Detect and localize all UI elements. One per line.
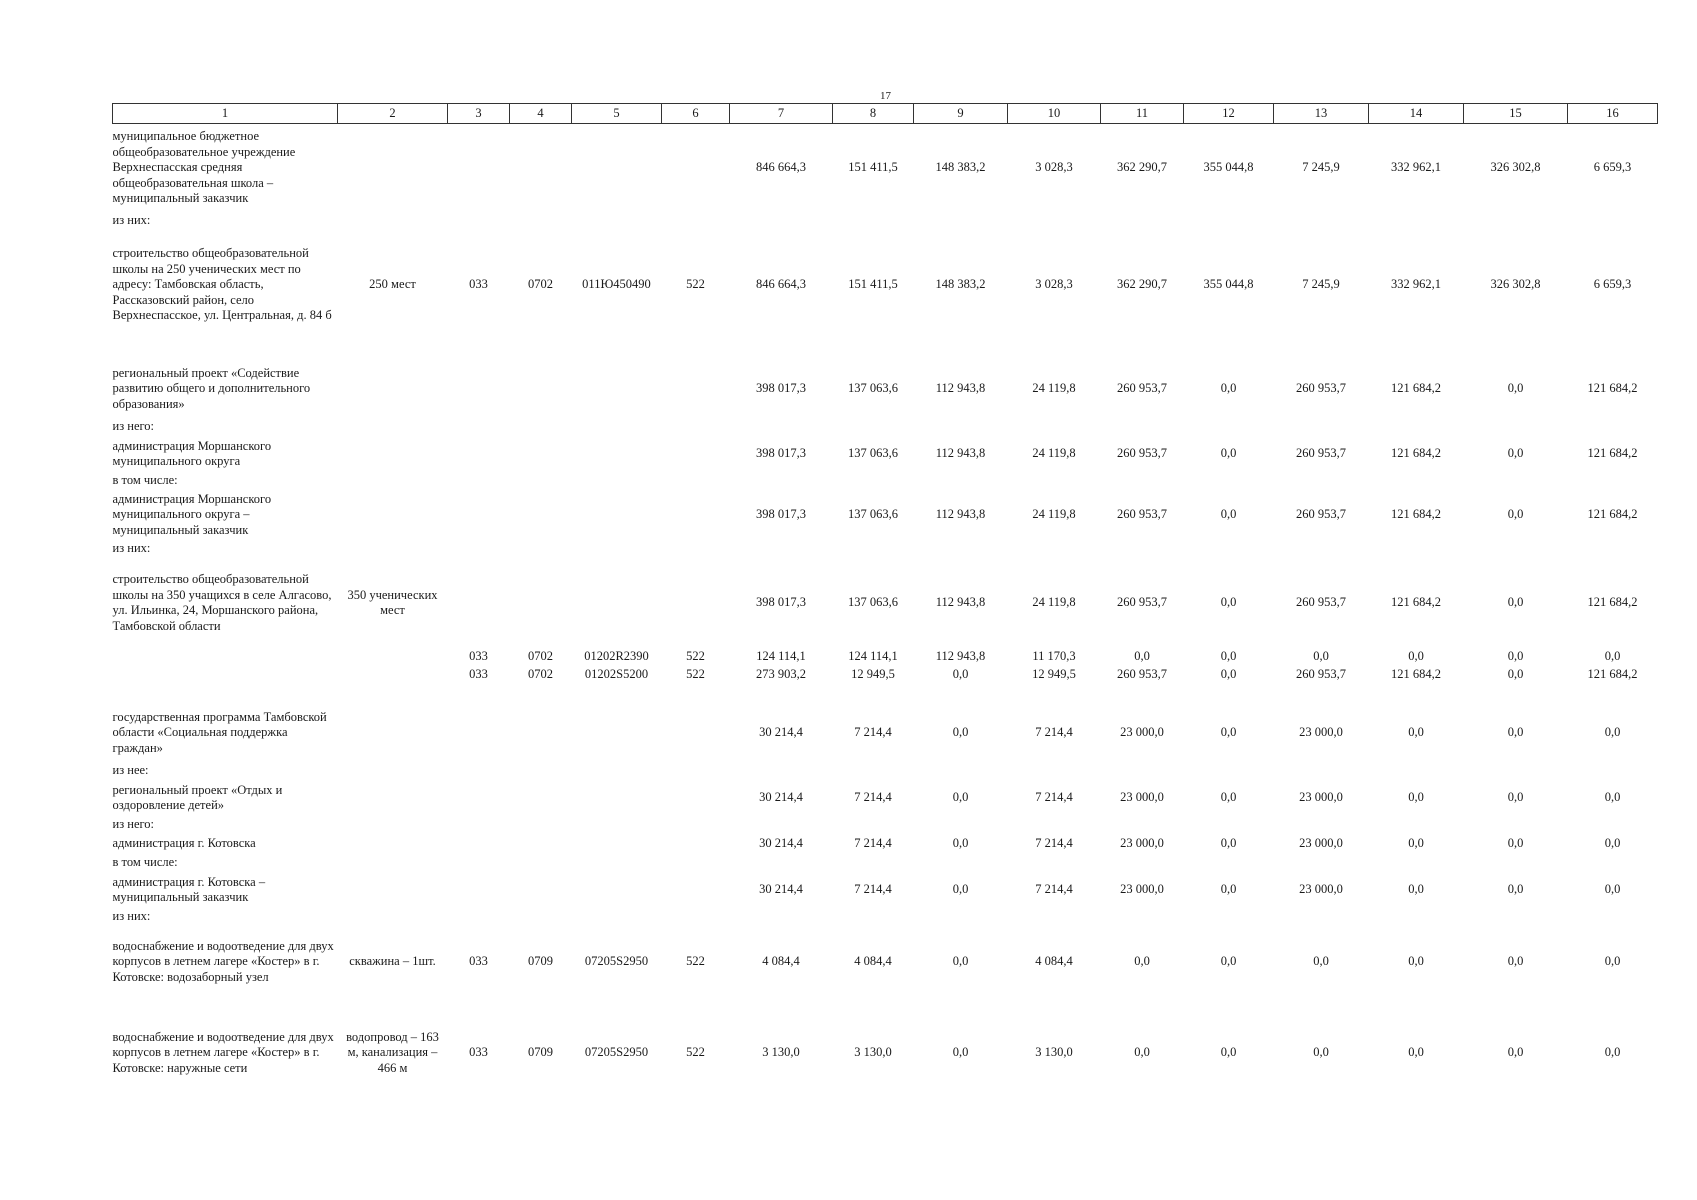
- row-value-col-7: 398 017,3: [756, 595, 806, 610]
- row-name: государственная программа Тамбовской области «Социальная поддержка граждан»: [112, 709, 327, 755]
- row-expense-code: [662, 780, 730, 816]
- row-target-code: 01202S5200: [584, 667, 649, 682]
- row-target-code: [572, 834, 662, 854]
- row-value-col-11: 0,0: [1134, 649, 1150, 664]
- row-value-col-13: 260 953,7: [1296, 507, 1346, 522]
- row-value-col-7: 273 903,2: [756, 667, 806, 682]
- subheading-row: [113, 762, 1658, 780]
- row-name: [113, 648, 338, 666]
- row-value-col-16: 121 684,2: [1587, 595, 1638, 610]
- row-value-col-13: 23 000,0: [1299, 836, 1343, 851]
- row-target-code: 011Ю450490: [582, 277, 651, 292]
- row-value-col-14: 121 684,2: [1391, 381, 1441, 396]
- row-value-col-15: 0,0: [1507, 725, 1524, 740]
- row-capacity: скважина – 1шт.: [349, 954, 436, 969]
- row-value-col-16: 6 659,3: [1593, 277, 1632, 292]
- row-value-col-14: 121 684,2: [1391, 667, 1441, 682]
- spacer-row: [113, 998, 1658, 1018]
- row-value-col-8: 137 063,6: [848, 595, 898, 610]
- row-section-code: [510, 436, 572, 472]
- row-target-code: [572, 436, 662, 472]
- row-value-col-7: 398 017,3: [756, 381, 806, 396]
- page-number: 17: [880, 90, 891, 102]
- row-section-code: [510, 558, 572, 648]
- row-expense-code: 522: [686, 649, 705, 664]
- row-value-col-12: 0,0: [1220, 954, 1237, 969]
- row-section-code: [510, 704, 572, 762]
- row-expense-code: [662, 490, 730, 540]
- table-row: [113, 780, 1658, 816]
- row-value-col-11: 260 953,7: [1117, 667, 1167, 682]
- row-target-code: [572, 704, 662, 762]
- row-expense-code: [662, 360, 730, 418]
- row-value-col-7: 30 214,4: [759, 790, 803, 805]
- row-value-col-8: 151 411,5: [848, 160, 898, 175]
- row-value-col-13: 260 953,7: [1296, 381, 1346, 396]
- row-value-col-9: 0,0: [952, 954, 969, 969]
- row-value-col-13: 260 953,7: [1296, 595, 1346, 610]
- subheading-row: [113, 212, 1658, 230]
- row-value-col-10: 3 028,3: [1035, 160, 1073, 175]
- row-value-col-10: 24 119,8: [1032, 446, 1076, 461]
- row-value-col-7: 846 664,3: [756, 277, 806, 292]
- row-capacity: водопровод – 163 м, канализация – 466 м: [346, 1029, 439, 1075]
- row-value-col-16: 0,0: [1604, 725, 1621, 740]
- row-value-col-7: 30 214,4: [759, 725, 803, 740]
- header-col-10: 10: [1008, 104, 1101, 124]
- row-section-code: [510, 834, 572, 854]
- row-value-col-10: 24 119,8: [1032, 595, 1076, 610]
- row-value-col-15: 326 302,8: [1490, 160, 1541, 175]
- table-row: [113, 360, 1658, 418]
- row-value-col-10: 7 214,4: [1035, 790, 1073, 805]
- row-value-col-16: 0,0: [1604, 836, 1621, 851]
- row-gov-code: [448, 834, 510, 854]
- table-header: [113, 104, 1658, 124]
- row-capacity: [338, 490, 448, 540]
- row-value-col-11: 0,0: [1134, 1045, 1150, 1060]
- row-value-col-12: 0,0: [1220, 725, 1237, 740]
- row-value-col-9: 0,0: [952, 1045, 969, 1060]
- row-value-col-13: 0,0: [1313, 1045, 1329, 1060]
- row-value-col-12: 0,0: [1220, 507, 1237, 522]
- row-value-col-15: 0,0: [1507, 667, 1524, 682]
- row-value-col-11: 23 000,0: [1120, 836, 1164, 851]
- row-value-col-15: 0,0: [1507, 882, 1524, 897]
- row-value-col-9: 112 943,8: [935, 595, 986, 610]
- row-value-col-7: 398 017,3: [756, 507, 806, 522]
- row-gov-code: 033: [469, 277, 488, 292]
- row-value-col-8: 12 949,5: [851, 667, 895, 682]
- row-value-col-12: 0,0: [1220, 790, 1237, 805]
- row-name: администрация Моршанского муниципального округа: [112, 438, 272, 468]
- row-value-col-16: 6 659,3: [1593, 160, 1632, 175]
- row-value-col-13: 23 000,0: [1299, 790, 1343, 805]
- row-value-col-8: 124 114,1: [848, 649, 898, 664]
- row-value-col-11: 23 000,0: [1120, 725, 1164, 740]
- row-value-col-7: 30 214,4: [759, 882, 803, 897]
- row-name: водоснабжение и водоотведение для двух корпусов в летнем лагере «Костер» в г. Котовске: наружные сети: [112, 1029, 334, 1075]
- row-value-col-8: 7 214,4: [854, 882, 892, 897]
- row-value-col-8: 7 214,4: [854, 836, 892, 851]
- row-target-code: 07205S2950: [584, 1045, 649, 1060]
- row-gov-code: [448, 490, 510, 540]
- row-value-col-7: 4 084,4: [762, 954, 800, 969]
- row-section-code: [510, 124, 572, 213]
- row-value-col-13: 23 000,0: [1299, 882, 1343, 897]
- row-value-col-11: 0,0: [1134, 954, 1150, 969]
- row-value-col-9: 0,0: [952, 882, 969, 897]
- row-expense-code: [662, 872, 730, 908]
- subheading-label: из них:: [112, 541, 151, 556]
- row-value-col-10: 3 028,3: [1035, 277, 1073, 292]
- row-value-col-12: 0,0: [1220, 446, 1237, 461]
- row-value-col-9: 0,0: [952, 667, 969, 682]
- subheading-row: [113, 908, 1658, 926]
- header-col-7: 7: [730, 104, 833, 124]
- header-row: [113, 104, 1658, 124]
- subheading-row: [113, 540, 1658, 558]
- row-value-col-9: 112 943,8: [935, 446, 986, 461]
- row-value-col-8: 3 130,0: [854, 1045, 892, 1060]
- row-value-col-16: 0,0: [1604, 790, 1621, 805]
- row-value-col-13: 260 953,7: [1296, 446, 1346, 461]
- row-value-col-9: 112 943,8: [935, 507, 986, 522]
- row-value-col-12: 355 044,8: [1203, 277, 1254, 292]
- row-value-col-15: 0,0: [1507, 790, 1524, 805]
- row-target-code: [572, 124, 662, 213]
- row-value-col-11: 362 290,7: [1117, 160, 1167, 175]
- spacer-cell: [113, 340, 1658, 360]
- row-value-col-15: 0,0: [1507, 954, 1524, 969]
- row-value-col-16: 121 684,2: [1587, 381, 1638, 396]
- row-value-col-14: 0,0: [1408, 882, 1424, 897]
- row-value-col-12: 0,0: [1220, 649, 1237, 664]
- row-value-col-15: 0,0: [1507, 507, 1524, 522]
- subheading-row: [113, 472, 1658, 490]
- row-value-col-7: 846 664,3: [756, 160, 806, 175]
- row-gov-code: 033: [469, 954, 488, 969]
- row-section-code: 0702: [528, 277, 553, 292]
- spacer-row: [113, 684, 1658, 704]
- header-col-16: 16: [1568, 104, 1658, 124]
- row-target-code: 07205S2950: [584, 954, 649, 969]
- header-col-11: 11: [1101, 104, 1184, 124]
- row-value-col-15: 0,0: [1507, 595, 1524, 610]
- row-expense-code: 522: [686, 277, 705, 292]
- table-row: [113, 558, 1658, 648]
- row-value-col-13: 0,0: [1313, 649, 1329, 664]
- row-value-col-15: 0,0: [1507, 649, 1524, 664]
- row-value-col-9: 0,0: [952, 725, 969, 740]
- row-gov-code: 033: [469, 667, 488, 682]
- header-col-5: 5: [572, 104, 662, 124]
- row-expense-code: [662, 704, 730, 762]
- row-value-col-8: 7 214,4: [854, 725, 892, 740]
- subheading-label: из него:: [112, 419, 155, 434]
- row-section-code: [510, 360, 572, 418]
- row-value-col-14: 332 962,1: [1391, 277, 1441, 292]
- row-target-code: [572, 780, 662, 816]
- row-value-col-10: 7 214,4: [1035, 882, 1073, 897]
- row-capacity: 250 мест: [369, 277, 416, 292]
- header-col-6: 6: [662, 104, 730, 124]
- row-capacity: [338, 648, 448, 666]
- subheading-label: из них:: [112, 909, 151, 924]
- row-value-col-15: 326 302,8: [1490, 277, 1541, 292]
- row-value-col-11: 260 953,7: [1117, 381, 1167, 396]
- row-value-col-8: 7 214,4: [854, 790, 892, 805]
- table-row: [113, 704, 1658, 762]
- row-value-col-12: 355 044,8: [1203, 160, 1254, 175]
- row-capacity: [338, 834, 448, 854]
- subheading-label: из них:: [112, 213, 151, 228]
- row-capacity: [338, 872, 448, 908]
- row-value-col-10: 12 949,5: [1032, 667, 1076, 682]
- row-value-col-7: 3 130,0: [762, 1045, 800, 1060]
- row-gov-code: 033: [469, 649, 488, 664]
- row-value-col-10: 3 130,0: [1035, 1045, 1073, 1060]
- row-value-col-11: 260 953,7: [1117, 446, 1167, 461]
- row-name: администрация г. Котовска – муниципальный заказчик: [112, 874, 266, 904]
- row-value-col-14: 121 684,2: [1391, 446, 1441, 461]
- header-col-2: 2: [338, 104, 448, 124]
- row-value-col-9: 0,0: [952, 836, 969, 851]
- row-gov-code: [448, 780, 510, 816]
- row-value-col-8: 137 063,6: [848, 507, 898, 522]
- row-name: строительство общеобразовательной школы на 250 ученических мест по адресу: Тамбовская область, Рассказовский район, село Верхнеспасское, ул. Центральная, д. 84 б: [112, 246, 332, 323]
- row-value-col-13: 23 000,0: [1299, 725, 1343, 740]
- row-expense-code: [662, 124, 730, 213]
- row-value-col-14: 0,0: [1408, 790, 1424, 805]
- row-value-col-14: 0,0: [1408, 1045, 1424, 1060]
- row-name: региональный проект «Содействие развитию общего и дополнительного образования»: [112, 365, 311, 411]
- subheading-label: в том числе:: [112, 473, 178, 488]
- row-value-col-14: 0,0: [1408, 649, 1424, 664]
- row-value-col-11: 260 953,7: [1117, 507, 1167, 522]
- row-value-col-16: 0,0: [1604, 882, 1621, 897]
- subheading-label: в том числе:: [112, 855, 178, 870]
- row-value-col-11: 362 290,7: [1117, 277, 1167, 292]
- row-target-code: [572, 872, 662, 908]
- row-gov-code: [448, 872, 510, 908]
- spacer-row: [113, 340, 1658, 360]
- table-row: [113, 436, 1658, 472]
- row-value-col-12: 0,0: [1220, 1045, 1237, 1060]
- row-name: администрация г. Котовска: [112, 836, 256, 851]
- row-value-col-12: 0,0: [1220, 836, 1237, 851]
- row-name: муниципальное бюджетное общеобразовательное учреждение Верхнеспасская средняя общеобразовательная школа – муниципальный заказчик: [112, 129, 296, 206]
- row-gov-code: [448, 704, 510, 762]
- row-name: [113, 666, 338, 684]
- subheading-label: из него:: [112, 817, 155, 832]
- row-value-col-10: 11 170,3: [1032, 649, 1076, 664]
- table-row: [113, 872, 1658, 908]
- row-expense-code: [662, 558, 730, 648]
- row-section-code: 0702: [528, 667, 553, 682]
- row-capacity: [338, 124, 448, 213]
- spacer-cell: [113, 684, 1658, 704]
- table-body: [113, 124, 1658, 1089]
- row-section-code: 0702: [528, 649, 553, 664]
- header-col-4: 4: [510, 104, 572, 124]
- row-value-col-16: 121 684,2: [1587, 446, 1638, 461]
- row-value-col-8: 151 411,5: [848, 277, 898, 292]
- table-row: [113, 230, 1658, 340]
- table-row: [113, 666, 1658, 684]
- row-value-col-9: 112 943,8: [935, 381, 986, 396]
- row-capacity: 350 ученических мест: [347, 587, 438, 617]
- row-value-col-16: 121 684,2: [1587, 507, 1638, 522]
- row-target-code: [572, 360, 662, 418]
- row-capacity: [338, 666, 448, 684]
- row-expense-code: 522: [686, 667, 705, 682]
- row-name: строительство общеобразовательной школы на 350 учащихся в селе Алгасово, ул. Ильинка, 24, Моршанского района, Тамбовской области: [112, 572, 332, 633]
- header-col-1: 1: [113, 104, 338, 124]
- row-value-col-12: 0,0: [1220, 381, 1237, 396]
- row-name: региональный проект «Отдых и оздоровление детей»: [112, 782, 283, 812]
- row-value-col-15: 0,0: [1507, 381, 1524, 396]
- row-section-code: 0709: [528, 1045, 553, 1060]
- row-expense-code: [662, 436, 730, 472]
- row-value-col-7: 398 017,3: [756, 446, 806, 461]
- row-value-col-11: 260 953,7: [1117, 595, 1167, 610]
- row-value-col-14: 332 962,1: [1391, 160, 1441, 175]
- row-value-col-10: 7 214,4: [1035, 725, 1073, 740]
- row-value-col-9: 112 943,8: [935, 649, 986, 664]
- row-target-code: [572, 490, 662, 540]
- row-value-col-14: 0,0: [1408, 725, 1424, 740]
- row-value-col-10: 24 119,8: [1032, 381, 1076, 396]
- table-row: [113, 1018, 1658, 1088]
- row-value-col-16: 121 684,2: [1587, 667, 1638, 682]
- row-value-col-14: 0,0: [1408, 836, 1424, 851]
- row-value-col-12: 0,0: [1220, 667, 1237, 682]
- row-section-code: [510, 780, 572, 816]
- row-value-col-8: 137 063,6: [848, 381, 898, 396]
- row-value-col-13: 7 245,9: [1302, 160, 1340, 175]
- row-value-col-16: 0,0: [1604, 649, 1621, 664]
- row-name: администрация Моршанского муниципального округа – муниципальный заказчик: [112, 491, 272, 537]
- row-target-code: 01202R2390: [584, 649, 649, 664]
- table-row: [113, 834, 1658, 854]
- row-value-col-9: 148 383,2: [935, 277, 986, 292]
- row-value-col-13: 260 953,7: [1296, 667, 1346, 682]
- header-col-13: 13: [1274, 104, 1369, 124]
- row-value-col-9: 148 383,2: [935, 160, 986, 175]
- row-expense-code: [662, 834, 730, 854]
- row-gov-code: [448, 124, 510, 213]
- table-row: [113, 490, 1658, 540]
- row-gov-code: [448, 360, 510, 418]
- row-capacity: [338, 704, 448, 762]
- subheading-label: из нее:: [112, 763, 149, 778]
- subheading-row: [113, 816, 1658, 834]
- row-value-col-7: 30 214,4: [759, 836, 803, 851]
- row-value-col-12: 0,0: [1220, 882, 1237, 897]
- table-row: [113, 926, 1658, 998]
- row-value-col-11: 23 000,0: [1120, 882, 1164, 897]
- row-value-col-14: 121 684,2: [1391, 595, 1441, 610]
- spacer-cell: [113, 998, 1658, 1018]
- row-gov-code: [448, 558, 510, 648]
- row-value-col-16: 0,0: [1604, 1045, 1621, 1060]
- row-target-code: [572, 558, 662, 648]
- subheading-row: [113, 854, 1658, 872]
- table-row: [113, 124, 1658, 213]
- row-value-col-8: 137 063,6: [848, 446, 898, 461]
- row-value-col-13: 0,0: [1313, 954, 1329, 969]
- row-value-col-13: 7 245,9: [1302, 277, 1340, 292]
- row-name: водоснабжение и водоотведение для двух корпусов в летнем лагере «Костер» в г. Котовске: водозаборный узел: [112, 938, 334, 984]
- row-capacity: [338, 436, 448, 472]
- row-value-col-12: 0,0: [1220, 595, 1237, 610]
- row-value-col-8: 4 084,4: [854, 954, 892, 969]
- row-capacity: [338, 780, 448, 816]
- row-value-col-11: 23 000,0: [1120, 790, 1164, 805]
- row-value-col-7: 124 114,1: [756, 649, 806, 664]
- row-expense-code: 522: [686, 954, 705, 969]
- row-value-col-10: 24 119,8: [1032, 507, 1076, 522]
- row-value-col-15: 0,0: [1507, 1045, 1524, 1060]
- row-value-col-9: 0,0: [952, 790, 969, 805]
- budget-table: [112, 103, 1658, 1088]
- row-value-col-15: 0,0: [1507, 446, 1524, 461]
- row-section-code: [510, 490, 572, 540]
- subheading-row: [113, 418, 1658, 436]
- row-capacity: [338, 360, 448, 418]
- row-expense-code: 522: [686, 1045, 705, 1060]
- row-value-col-14: 121 684,2: [1391, 507, 1441, 522]
- header-col-12: 12: [1184, 104, 1274, 124]
- header-col-15: 15: [1464, 104, 1568, 124]
- row-gov-code: [448, 436, 510, 472]
- row-value-col-10: 4 084,4: [1035, 954, 1073, 969]
- row-value-col-15: 0,0: [1507, 836, 1524, 851]
- header-col-14: 14: [1369, 104, 1464, 124]
- row-section-code: 0709: [528, 954, 553, 969]
- row-gov-code: 033: [469, 1045, 488, 1060]
- row-section-code: [510, 872, 572, 908]
- header-col-9: 9: [914, 104, 1008, 124]
- row-value-col-10: 7 214,4: [1035, 836, 1073, 851]
- row-value-col-14: 0,0: [1408, 954, 1424, 969]
- header-col-8: 8: [833, 104, 914, 124]
- row-value-col-16: 0,0: [1604, 954, 1621, 969]
- table-row: [113, 648, 1658, 666]
- header-col-3: 3: [448, 104, 510, 124]
